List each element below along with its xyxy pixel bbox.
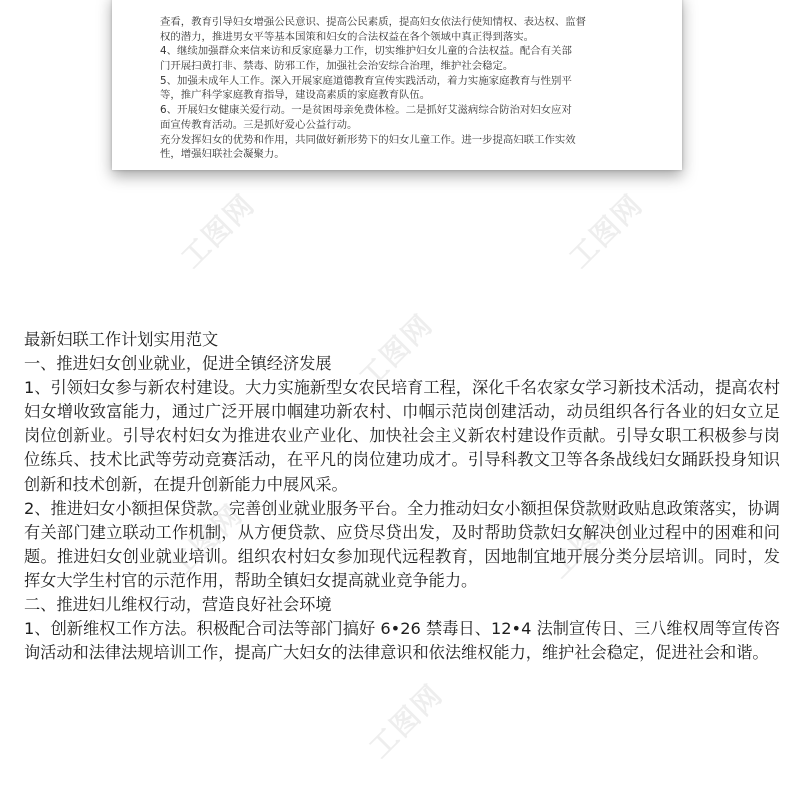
preview-line: 5、加强未成年人工作。深入开展家庭道德教育宣传实践活动，着力实施家庭教育与性别平 [160,74,572,87]
preview-line: 充分发挥妇女的优势和作用，共同做好新形势下的妇女儿童工作。进一步提高妇联工作实效 [160,133,576,146]
document-title: 最新妇联工作计划实用范文 [24,330,219,349]
paragraph: 1、引领妇女参与新农村建设。大力实施新型女农民培育工程，深化千名农家女学习新技术活动，提高农村妇女增收致富能力，通过广泛开展巾帼建功新农村、巾帼示范岗创建活动，动员组织各行各业的妇女立足岗位创新业。引导农村妇女为推进农业产业化、加快社会主义新农村建设作贡献。引导女职工积极参与岗位练兵、技术比武等劳动竞赛活动，在平凡的岗位建功成才。引导科教文卫等各条战线妇女踊跃投身知识创新和技术创新，在提升创新能力中展风采。 [24,378,780,494]
paragraph: 1、创新维权工作方法。积极配合司法等部门搞好 6•26 禁毒日、12•4 法制宣传日、三八维权周等宣传咨询活动和法律法规培训工作，提高广大妇女的法律意识和依法维权能力，维护社会稳定，促进社会和谐。 [24,619,780,663]
watermark-logo: 工图网 [362,677,450,765]
watermark-logo: 工图网 [562,187,650,275]
preview-line: 性，增强妇联社会凝聚力。 [160,148,285,161]
watermark-logo: 工图网 [174,187,262,275]
preview-line: 权的潜力，推进男女平等基本国策和妇女的合法权益在各个领域中真正得到落实。 [160,30,535,43]
preview-line: 面宣传教育活动。三是抓好爱心公益行动。 [160,118,358,131]
preview-line: 6、开展妇女健康关爱行动。一是贫困母亲免费体检。二是抓好艾滋病综合防治对妇女应对 [160,104,572,117]
section-heading: 二、推进妇儿维权行动，营造良好社会环境 [24,595,332,615]
section-heading: 一、推进妇女创业就业，促进全镇经济发展 [24,354,332,374]
document-body [24,328,780,665]
watermark-logo: 工图网 [162,497,250,585]
paragraph: 2、推进妇女小额担保贷款。完善创业就业服务平台。全力推动妇女小额担保贷款财政贴息政策落实，协调有关部门建立联动工作机制，从方便贷款、应贷尽贷出发，及时帮助贷款妇女解决创业过程中的困难和问题。推进妇女创业就业培训。组织农村妇女参加现代远程教育，因地制宜地开展分类分层培训。同时，发挥女大学生村官的示范作用，帮助全镇妇女提高就业竞争能力。 [24,498,780,590]
preview-line: 查看，教育引导妇女增强公民意识、提高公民素质，提高妇女依法行使知情权、表达权、监督 [160,15,587,28]
watermark-logo: 工图网 [542,497,630,585]
document-preview-area [0,0,800,200]
preview-text-block [160,15,668,162]
preview-line: 4、继续加强群众来信来访和反家庭暴力工作，切实维护妇女儿童的合法权益。配合有关部 [160,45,572,58]
watermark-logo: 工图网 [352,307,440,395]
preview-line: 门开展扫黄打非、禁毒、防邪工作，加强社会治安综合治理，维护社会稳定。 [160,60,514,73]
document-preview-page [112,0,682,170]
preview-line: 等，推广科学家庭教育指导，建设高素质的家庭教育队伍。 [160,89,431,102]
